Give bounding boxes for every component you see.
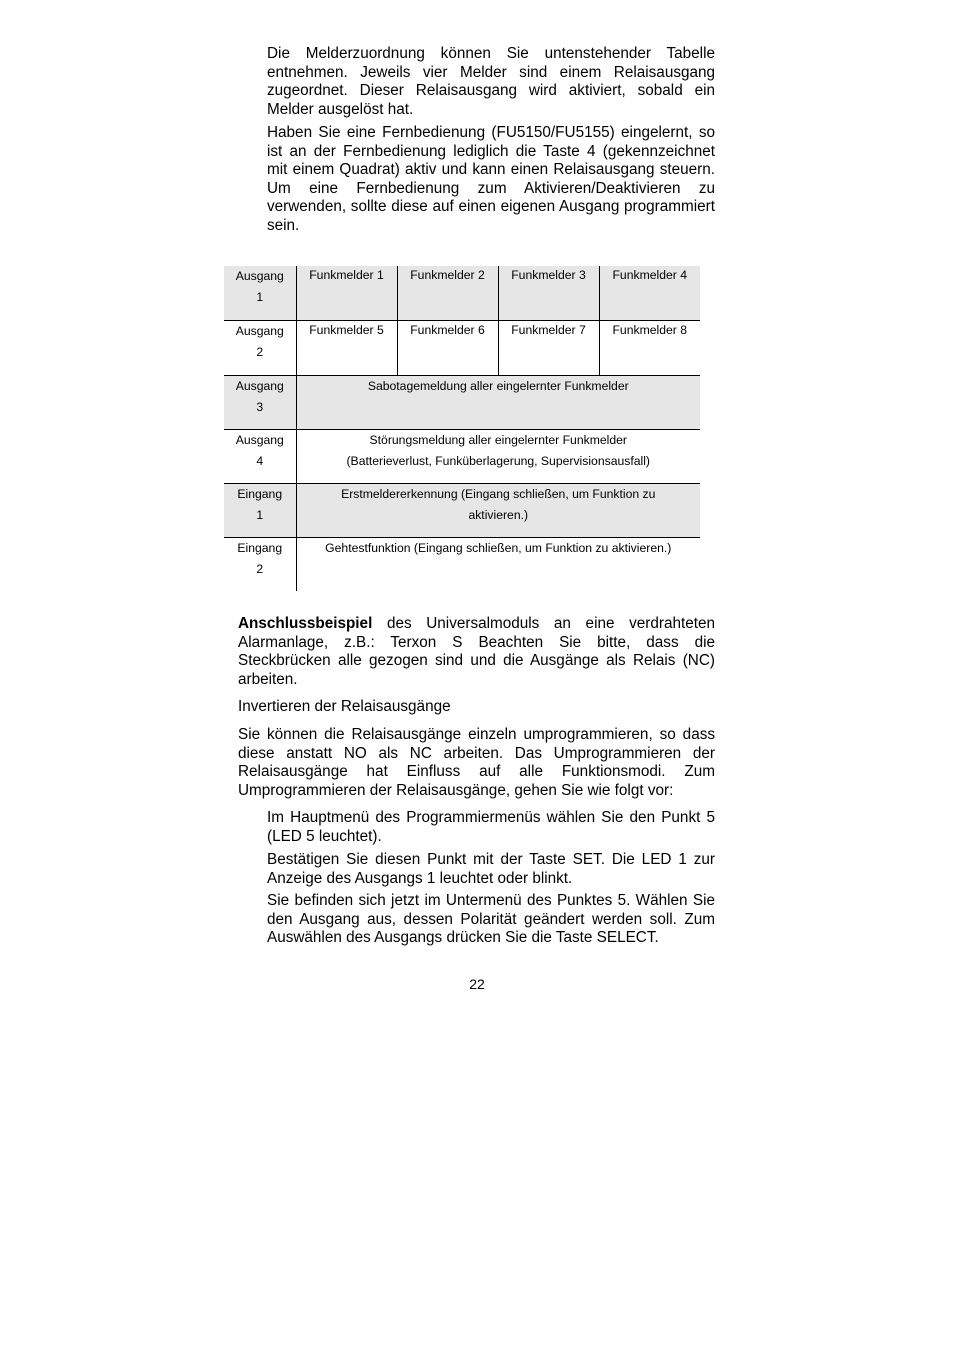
table-cell: Funkmelder 7 bbox=[498, 321, 599, 376]
row-label: Ausgang 3 bbox=[224, 376, 296, 430]
table-cell: Funkmelder 5 bbox=[296, 321, 397, 376]
table-row bbox=[224, 430, 700, 484]
row-label: Eingang 1 bbox=[224, 484, 296, 538]
table-row bbox=[224, 321, 700, 376]
table-cell: Funkmelder 2 bbox=[397, 266, 498, 321]
table-row bbox=[224, 484, 700, 538]
table-cell: Funkmelder 8 bbox=[599, 321, 700, 376]
table-cell: Funkmelder 4 bbox=[599, 266, 700, 321]
table-row bbox=[224, 376, 700, 430]
connection-example-paragraph: Anschlussbeispiel des Universalmoduls an eine verdrahteten Alarmanlage, z.B.: Terxon S Beachten Sie bitte, dass die Steckbrücken alle gezogen sind und die Ausgänge als Relais (NC) arbeiten. bbox=[238, 615, 715, 688]
section-heading: Invertieren der Relaisausgänge bbox=[238, 698, 451, 715]
table-row bbox=[224, 538, 700, 592]
row-label: Ausgang 4 bbox=[224, 430, 296, 484]
page-number: 22 bbox=[469, 976, 485, 992]
step-1: Im Hauptmenü des Programmiermenüs wählen Sie den Punkt 5 (LED 5 leuchtet). bbox=[267, 809, 715, 845]
table-cell: Gehtestfunktion (Eingang schließen, um Funktion zu aktivieren.) bbox=[296, 538, 700, 592]
table-cell: Erstmeldererkennung (Eingang schließen, um Funktion zu aktivieren.) bbox=[296, 484, 700, 538]
assignment-table bbox=[224, 266, 700, 591]
step-2: Bestätigen Sie diesen Punkt mit der Taste SET. Die LED 1 zur Anzeige des Ausgangs 1 leuchtet oder blinkt. bbox=[267, 851, 715, 887]
table-cell: Funkmelder 1 bbox=[296, 266, 397, 321]
row-label: Ausgang 1 bbox=[224, 266, 296, 321]
step-3: Sie befinden sich jetzt im Untermenü des Punktes 5. Wählen Sie den Ausgang aus, dessen Polarität geändert werden soll. Zum Auswählen des Ausgangs drücken Sie die Taste SELECT. bbox=[267, 892, 715, 947]
row-label: Eingang 2 bbox=[224, 538, 296, 592]
table-cell: Störungsmeldung aller eingelernter Funkmelder (Batterieverlust, Funküberlagerung, Supervisionsausfall) bbox=[296, 430, 700, 484]
table-cell: Funkmelder 3 bbox=[498, 266, 599, 321]
table-cell: Funkmelder 6 bbox=[397, 321, 498, 376]
row-label: Ausgang 2 bbox=[224, 321, 296, 376]
intro-paragraph-1: Die Melderzuordnung können Sie untenstehender Tabelle entnehmen. Jeweils vier Melder sind einem Relaisausgang zugeordnet. Dieser Relaisausgang wird aktiviert, sobald ein Melder ausgelöst hat. bbox=[267, 45, 715, 118]
intro-paragraph-2: Haben Sie eine Fernbedienung (FU5150/FU5155) eingelernt, so ist an der Fernbedienung lediglich die Taste 4 (gekennzeichnet mit einem Quadrat) aktiv und kann einen Relaisausgang steuern. Um eine Fernbedienung zum Aktivieren/Deaktivieren zu verwenden, sollte diese auf einen eigenen Ausgang programmiert sein. bbox=[267, 124, 715, 234]
table-cell: Sabotagemeldung aller eingelernter Funkmelder bbox=[296, 376, 700, 430]
table-row bbox=[224, 266, 700, 321]
invert-paragraph: Sie können die Relaisausgänge einzeln umprogrammieren, so dass diese anstatt NO als NC arbeiten. Das Umprogrammieren der Relaisausgänge hat Einfluss auf alle Funktionsmodi. Zum Umprogrammieren der Relaisausgänge, gehen Sie wie folgt vor: bbox=[238, 726, 715, 799]
bold-term: Anschlussbeispiel bbox=[238, 615, 373, 632]
